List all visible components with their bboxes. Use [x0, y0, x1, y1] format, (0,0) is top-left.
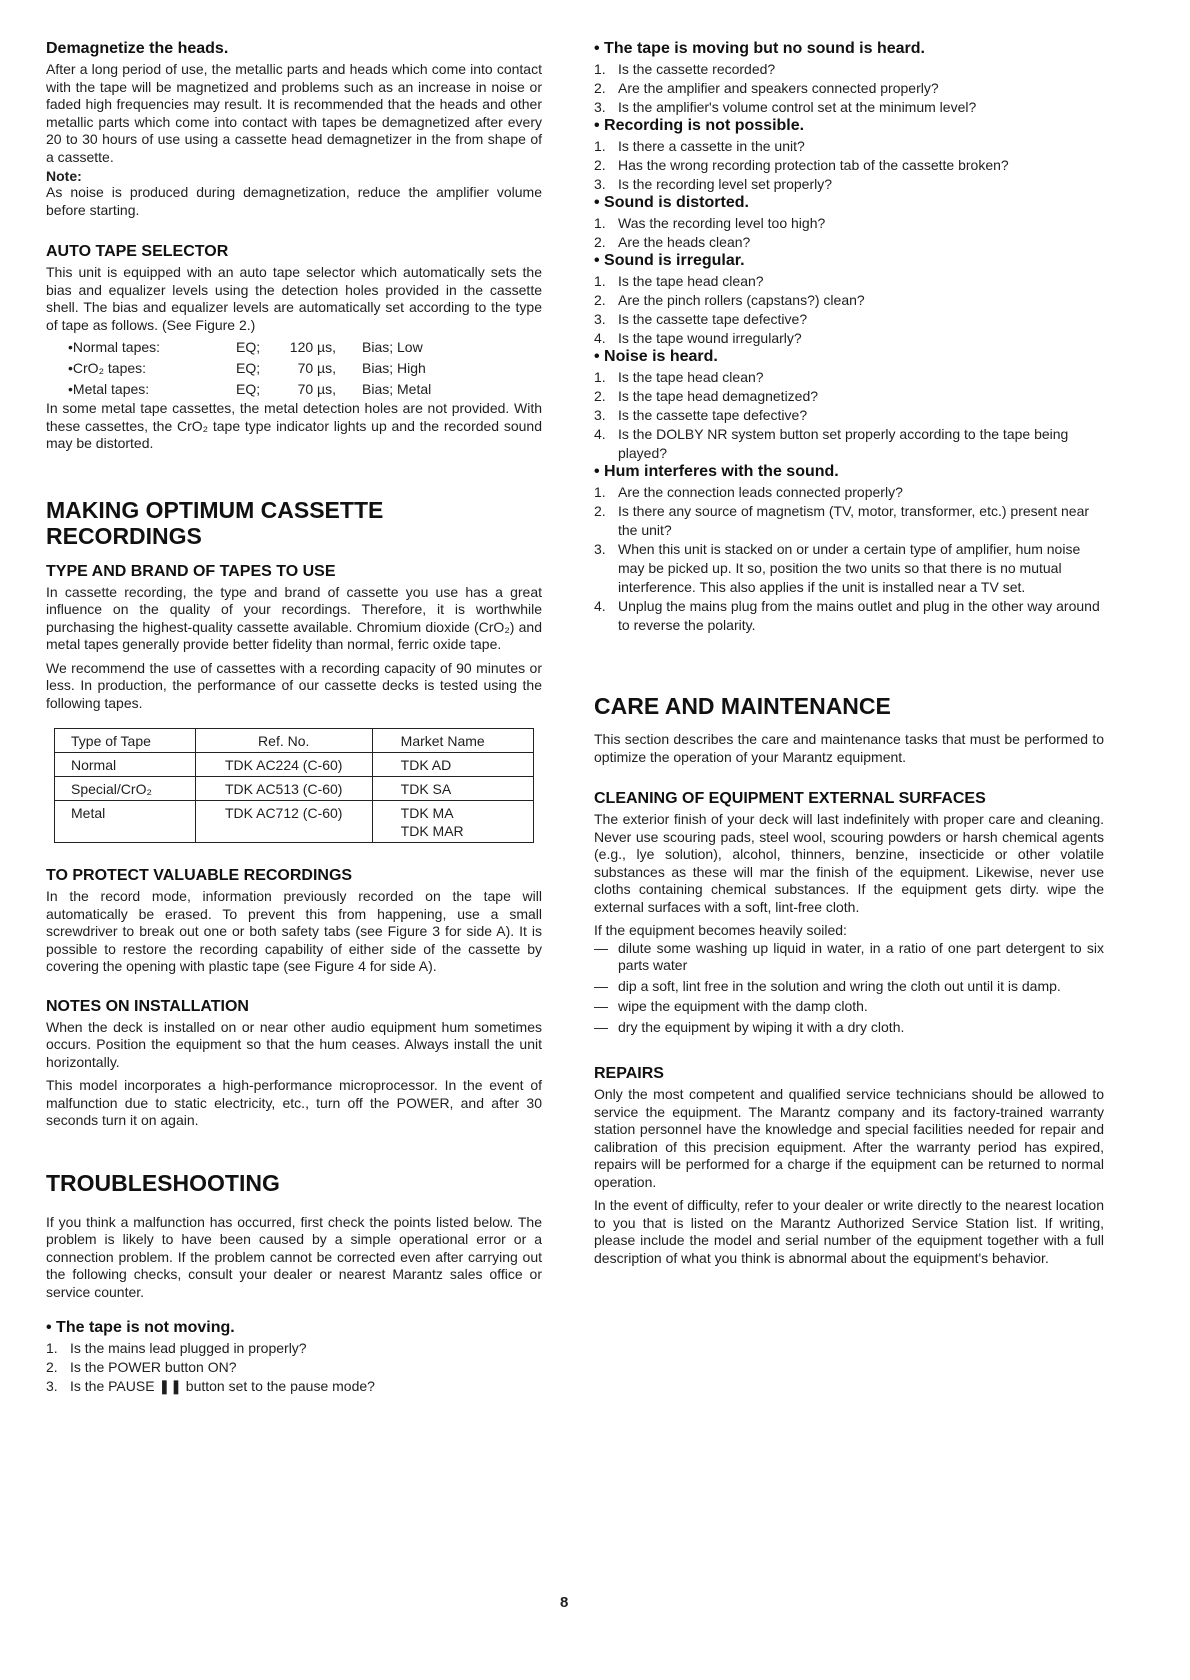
tape-setting-row [46, 337, 542, 358]
market-name: TDK MAR [400, 823, 464, 839]
install-body-1: When the deck is installed on or near other audio equipment hum sometimes occurs. Position the equipment so that the hum ceases. Always install the unit horizontally. [46, 1018, 542, 1070]
list-item: — dip a soft, lint free in the solution and wring the cloth out until it is damp. [594, 978, 1104, 996]
tape-name: • CrO₂ tapes: [68, 358, 146, 379]
no-sound-heading: • The tape is moving but no sound is heard. [594, 40, 1104, 58]
not-moving-list [46, 1339, 542, 1396]
auto-tape-body: This unit is equipped with an auto tape selector which automatically sets the bias and equalizer levels using the detection holes provided in the cassette shell. The bias and equalizer levels are automatically set according to the type of tape as follows. (See Figure 2.) [46, 264, 542, 333]
recording-not-possible-heading: • Recording is not possible. [594, 117, 1104, 135]
demag-heading: Demagnetize the heads. [46, 40, 229, 57]
irregular-list [594, 272, 1104, 348]
tape-type-body-1: In cassette recording, the type and brand of cassette you use has a great influence on the quality of your recordings. Therefore, it is worthwhile purchasing the highest-quality cassette available. Chromium dioxide (CrO₂) and metal tapes generally provide better fidelity than normal, ferric oxide tape. [46, 583, 542, 652]
repairs-heading: REPAIRS [594, 1065, 664, 1082]
list-item: 2. Has the wrong recording protection tab of the cassette broken? [594, 157, 1009, 173]
list-item: 2. Is the tape head demagnetized? [594, 388, 819, 404]
test-tape-table [54, 728, 534, 843]
cleaning-body: The exterior finish of your deck will last indefinitely with proper care and cleaning. Never use scouring pads, steel wool, scouring powders or harsh chemical agents (e.g., lye solution), alcohol, thinners, benzine, insecticide or other volatile substances as these will mar the finish of the equipment. Likewise, never use cloths containing chemical substances. If the equipment gets dirty. wipe the external surfaces with a soft, lint-free cloth. [594, 811, 1104, 915]
table-header: Market Name [372, 729, 533, 753]
tape-settings-list [46, 337, 542, 400]
soiled-intro: If the equipment becomes heavily soiled: [594, 922, 847, 938]
table-row [55, 801, 534, 843]
list-item-text: Has the wrong recording protection tab of the cassette broken? [618, 157, 1009, 173]
tape-setting-row [46, 379, 542, 400]
list-item-text: Is the tape head clean? [618, 273, 764, 289]
list-item: 4. Is the DOLBY NR system button set properly according to the tape being played? [594, 426, 1069, 461]
list-item: 1. Is the tape head clean? [594, 369, 764, 385]
protect-heading: TO PROTECT VALUABLE RECORDINGS [46, 867, 353, 884]
not-moving-heading: • The tape is not moving. [46, 1319, 542, 1337]
list-item-text: Is there any source of magnetism (TV, motor, transformer, etc.) present near the unit? [618, 503, 1090, 538]
tape-bias: Bias; Metal [362, 381, 432, 397]
list-item: 1. Is the cassette recorded? [594, 61, 776, 77]
list-item-text: Are the heads clean? [618, 234, 751, 250]
demag-body: After a long period of use, the metallic parts and heads which come into contact with the tape will be magnetized and problems such as an increase in noise or faded high frequencies may result. It is recommended that the heads and other metallic parts which come into contact with tapes be demagnetized after every 20 to 30 hours of use using a cassette head demagnetizer in the from shape of a cassette. [46, 61, 542, 165]
list-item: 3. Is the amplifier's volume control set at the minimum level? [594, 99, 977, 115]
tape-name: • Metal tapes: [68, 379, 149, 400]
table-row [55, 777, 534, 801]
cleaning-steps [594, 940, 1104, 1037]
list-item: 3. Is the cassette tape defective? [594, 311, 808, 327]
list-item-text: When this unit is stacked on or under a certain type of amplifier, hum noise may be picked up. It so, position the two units so that there is no mutual interference. This also applies if the unit is installed near a TV set. [618, 541, 1081, 595]
tape-eq-value: 70 µs, [297, 360, 336, 376]
list-item: 1. Was the recording level too high? [594, 215, 826, 231]
list-item: 1. Are the connection leads connected properly? [594, 484, 903, 500]
list-item-text: Is the cassette recorded? [618, 61, 776, 77]
table-row [55, 753, 534, 777]
distorted-list [594, 214, 1104, 252]
list-item: 1. Is the tape head clean? [594, 273, 764, 289]
no-sound-list [594, 60, 1104, 117]
list-item: 2. Are the amplifier and speakers connected properly? [594, 80, 939, 96]
list-item: — dilute some washing up liquid in water, in a ratio of one part detergent to six parts water [594, 940, 1104, 975]
list-item: 2. Are the heads clean? [594, 234, 751, 250]
list-item-text: Is the POWER button ON? [70, 1359, 237, 1375]
list-item-text: Is the tape head clean? [618, 369, 764, 385]
list-item-text: Is the PAUSE ❚❚ button set to the pause mode? [70, 1378, 375, 1394]
page-number: 8 [560, 1594, 569, 1611]
list-item-text: Is there a cassette in the unit? [618, 138, 805, 154]
tape-eq: EQ; [236, 381, 261, 397]
list-item: — dry the equipment by wiping it with a dry cloth. [594, 1019, 1104, 1037]
list-item-text: Is the cassette tape defective? [618, 407, 808, 423]
optimum-title: MAKING OPTIMUM CASSETTE RECORDINGS [46, 496, 384, 549]
troubleshooting-body: If you think a malfunction has occurred, first check the points listed below. The problem is likely to have been caused by a simple operational error or a connection problem. If the problem cannot be corrected even after carrying out the following checks, consult your dealer or nearest Marantz sales office or service counter. [46, 1213, 542, 1300]
cleaning-heading: CLEANING OF EQUIPMENT EXTERNAL SURFACES [594, 790, 986, 807]
tape-eq: EQ; [236, 360, 261, 376]
list-item: 4. Is the tape wound irregularly? [594, 330, 802, 346]
right-column [594, 40, 1104, 1267]
troubleshooting-title: TROUBLESHOOTING [46, 1169, 280, 1196]
list-item: — wipe the equipment with the damp cloth. [594, 998, 1104, 1016]
table-cell: TDK AC712 (C-60) [195, 801, 372, 843]
care-title: CARE AND MAINTENANCE [594, 693, 891, 719]
irregular-heading: • Sound is irregular. [594, 252, 1104, 270]
list-item-text: Is the cassette tape defective? [618, 311, 808, 327]
list-item-text: Is the mains lead plugged in properly? [70, 1340, 307, 1356]
recording-not-possible-list [594, 137, 1104, 194]
table-cell: TDK AC224 (C-60) [195, 753, 372, 777]
tape-type-body-2: We recommend the use of cassettes with a recording capacity of 90 minutes or less. In production, the performance of our cassette decks is tested using the following tapes. [46, 659, 542, 711]
list-item-text: Is the DOLBY NR system button set properly according to the tape being played? [618, 426, 1069, 461]
tape-name: • Normal tapes: [68, 337, 160, 358]
list-item: 1. Is there a cassette in the unit? [594, 138, 805, 154]
table-cell: Normal [55, 753, 196, 777]
tape-bias: Bias; High [362, 360, 426, 376]
list-item: 2. Is the POWER button ON? [46, 1359, 237, 1375]
tape-bias: Bias; Low [362, 339, 423, 355]
tape-eq: EQ; [236, 339, 261, 355]
install-body-2: This model incorporates a high-performance microprocessor. In the event of malfunction due to static electricity, etc., turn off the POWER, and after 30 seconds turn it on again. [46, 1077, 542, 1128]
table-cell: Special/CrO₂ [55, 777, 196, 801]
table-header: Type of Tape [55, 729, 196, 753]
install-heading: NOTES ON INSTALLATION [46, 997, 249, 1015]
protect-body: In the record mode, information previously recorded on the tape will automatically be erased. To prevent this from happening, use a small screwdriver to break out one or both safety tabs (see Figure 3 for side A). It is possible to restore the recording capability of either side of the cassette by covering the opening with plastic tape (see Figure 4 for side A). [46, 888, 542, 974]
left-column [46, 40, 542, 1396]
list-item: 4. Unplug the mains plug from the mains outlet and plug in the other way around to reverse the polarity. [594, 598, 1100, 633]
demag-note-label: Note: [46, 168, 82, 184]
hum-list [594, 483, 1104, 635]
repairs-body-1: Only the most competent and qualified service technicians should be allowed to service the equipment. The Marantz company and its factory-trained warranty station personnel have the knowledge and special facilities needed for repair and calibration of this precision equipment. After the warranty period has expired, repairs will be performed for a charge if the equipment can be returned to normal operation. [594, 1086, 1104, 1190]
list-item: 3. Is the cassette tape defective? [594, 407, 808, 423]
list-item: 2. Is there any source of magnetism (TV, motor, transformer, etc.) present near the unit? [594, 503, 1090, 538]
list-item: 3. Is the recording level set properly? [594, 176, 832, 192]
table-header-row [55, 729, 534, 753]
list-item-text: Is the recording level set properly? [618, 176, 832, 192]
tape-eq-value: 120 µs, [289, 339, 336, 355]
market-name: TDK MA [400, 805, 454, 821]
table-cell: TDK AC513 (C-60) [195, 777, 372, 801]
distorted-heading: • Sound is distorted. [594, 194, 1104, 212]
list-item-text: Is the tape head demagnetized? [618, 388, 819, 404]
table-cell: TDK SA [372, 777, 533, 801]
list-item: 1. Is the mains lead plugged in properly? [46, 1340, 307, 1356]
auto-tape-body-2: In some metal tape cassettes, the metal detection holes are not provided. With these cassettes, the CrO₂ tape type indicator lights up and the recorded sound may be distorted. [46, 400, 542, 451]
list-item: 3. When this unit is stacked on or under a certain type of amplifier, hum noise may be picked up. It so, position the two units so that there is no mutual interference. This also applies if the unit is installed near a TV set. [594, 541, 1081, 595]
list-item: 3. Is the PAUSE ❚❚ button set to the pause mode? [46, 1378, 375, 1394]
tape-type-heading: TYPE AND BRAND OF TAPES TO USE [46, 562, 336, 580]
list-item-text: Are the pinch rollers (capstans?) clean? [618, 292, 865, 308]
hum-heading: • Hum interferes with the sound. [594, 463, 1104, 481]
list-item-text: Unplug the mains plug from the mains outlet and plug in the other way around to reverse the polarity. [618, 598, 1100, 633]
tape-eq-value: 70 µs, [297, 381, 336, 397]
list-item-text: Is the tape wound irregularly? [618, 330, 802, 346]
demag-note-body: As noise is produced during demagnetization, reduce the amplifier volume before starting. [46, 184, 542, 218]
table-cell: TDK AD [372, 753, 533, 777]
list-item-text: Are the connection leads connected properly? [618, 484, 903, 500]
noise-list [594, 368, 1104, 463]
list-item-text: Are the amplifier and speakers connected properly? [618, 80, 939, 96]
table-header: Ref. No. [195, 729, 372, 753]
list-item: 2. Are the pinch rollers (capstans?) clean? [594, 292, 865, 308]
repairs-body-2: In the event of difficulty, refer to your dealer or write directly to the nearest location to you that is listed on the Marantz Authorized Service Station list. If writing, please include the model and serial number of the equipment together with a full description of what you think is abnormal about the equipment's behavior. [594, 1197, 1104, 1266]
table-cell [372, 801, 533, 843]
list-item-text: Was the recording level too high? [618, 215, 826, 231]
noise-heading: • Noise is heard. [594, 348, 1104, 366]
tape-setting-row [46, 358, 542, 379]
auto-tape-heading: AUTO TAPE SELECTOR [46, 243, 229, 260]
list-item-text: Is the amplifier's volume control set at the minimum level? [618, 99, 977, 115]
table-cell: Metal [55, 801, 196, 843]
care-intro: This section describes the care and maintenance tasks that must be performed to optimize the operation of your Marantz equipment. [594, 731, 1104, 765]
